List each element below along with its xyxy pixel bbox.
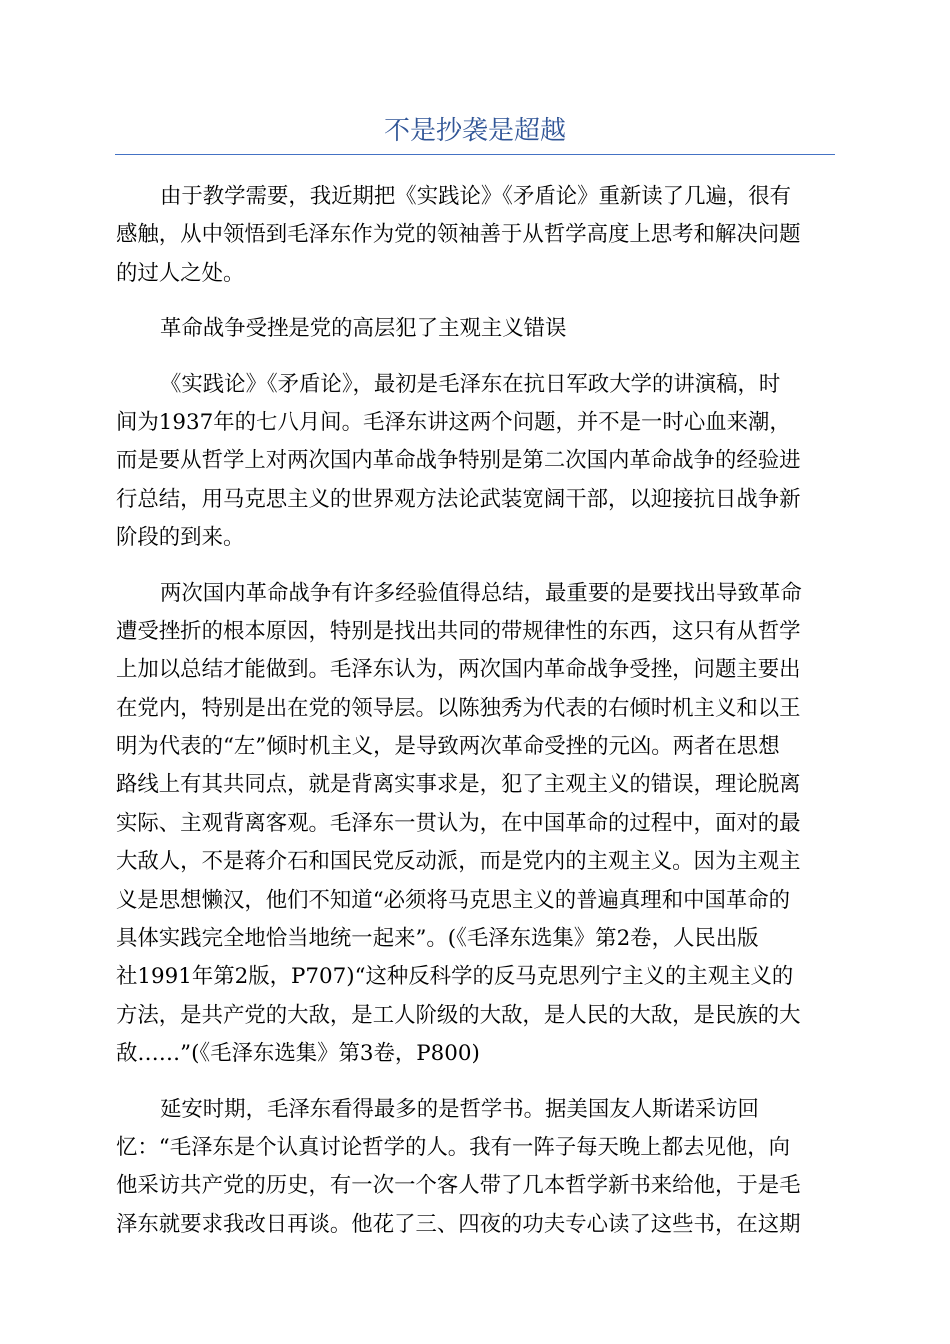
text-line: 具体实践完全地恰当地统一起来”。(《毛泽东选集》第2卷，人民出版 (116, 926, 759, 952)
document-body (116, 178, 832, 1261)
text-line: 方法，是共产党的大敌，是工人阶级的大敌，是人民的大敌，是民族的大 (116, 1002, 801, 1028)
paragraph-intro (116, 178, 832, 293)
text-line: 敌……”(《毛泽东选集》第3卷，P800) (116, 1041, 480, 1067)
text-line: 遭受挫折的根本原因，特别是找出共同的带规律性的东西，这只有从哲学 (116, 618, 801, 644)
text-line: 他采访共产党的历史，有一次一个客人带了几本哲学新书来给他，于是毛 (116, 1173, 801, 1199)
text-line: 感触，从中领悟到毛泽东作为党的领袖善于从哲学高度上思考和解决问题 (116, 222, 801, 248)
text-line: 革命战争受挫是党的高层犯了主观主义错误 (160, 316, 567, 342)
text-line: 大敌人，不是蒋介石和国民党反动派，而是党内的主观主义。因为主观主 (116, 849, 801, 875)
text-line: 泽东就要求我改日再谈。他花了三、四夜的功夫专心读了这些书，在这期 (116, 1211, 801, 1237)
text-line: 而是要从哲学上对两次国内革命战争特别是第二次国内革命战争的经验进 (116, 448, 801, 474)
document-title: 不是抄袭是超越 (383, 116, 566, 146)
text-line: 间为1937年的七八月间。毛泽东讲这两个问题，并不是一时心血来潮， (116, 409, 791, 435)
paragraph-yanan (116, 1091, 832, 1245)
text-line: 由于教学需要，我近期把《实践论》《矛盾论》重新读了几遍，很有 (160, 184, 792, 209)
text-line: 在党内，特别是出在党的领导层。以陈独秀为代表的右倾时机主义和以王 (116, 695, 801, 721)
text-line: 两次国内革命战争有许多经验值得总结，最重要的是要找出导致革命 (160, 580, 802, 606)
text-line: 社1991年第2版，P707)“这种反科学的反马克思列宁主义的主观主义的 (116, 964, 794, 990)
section-heading (116, 310, 832, 348)
text-line: 义是思想懒汉，他们不知道“必须将马克思主义的普遍真理和中国革命的 (116, 887, 791, 913)
text-line: 延安时期，毛泽东看得最多的是哲学书。据美国友人斯诺采访回 (160, 1096, 759, 1122)
text-line: 路线上有其共同点，就是背离实事求是，犯了主观主义的错误，理论脱离 (116, 772, 801, 798)
paragraph-origin (116, 366, 832, 558)
title-underline (115, 154, 835, 155)
text-line: 阶段的到来。 (116, 525, 245, 551)
text-line: 《实践论》《矛盾论》，最初是毛泽东在抗日军政大学的讲演稿，时 (160, 371, 781, 397)
text-line: 上加以总结才能做到。毛泽东认为，两次国内革命战争受挫，问题主要出 (116, 657, 801, 683)
text-line: 明为代表的“左”倾时机主义，是导致两次革命受挫的元凶。两者在思想 (116, 734, 780, 760)
paragraph-lessons (116, 575, 832, 1074)
text-line: 实际、主观背离客观。毛泽东一贯认为，在中国革命的过程中，面对的最 (116, 810, 801, 836)
text-line: 的过人之处。 (116, 260, 245, 286)
text-line: 忆：“毛泽东是个认真讨论哲学的人。我有一阵子每天晚上都去见他，向 (116, 1134, 791, 1160)
text-line: 行总结，用马克思主义的世界观方法论武装宽阔干部，以迎接抗日战争新 (116, 486, 801, 512)
